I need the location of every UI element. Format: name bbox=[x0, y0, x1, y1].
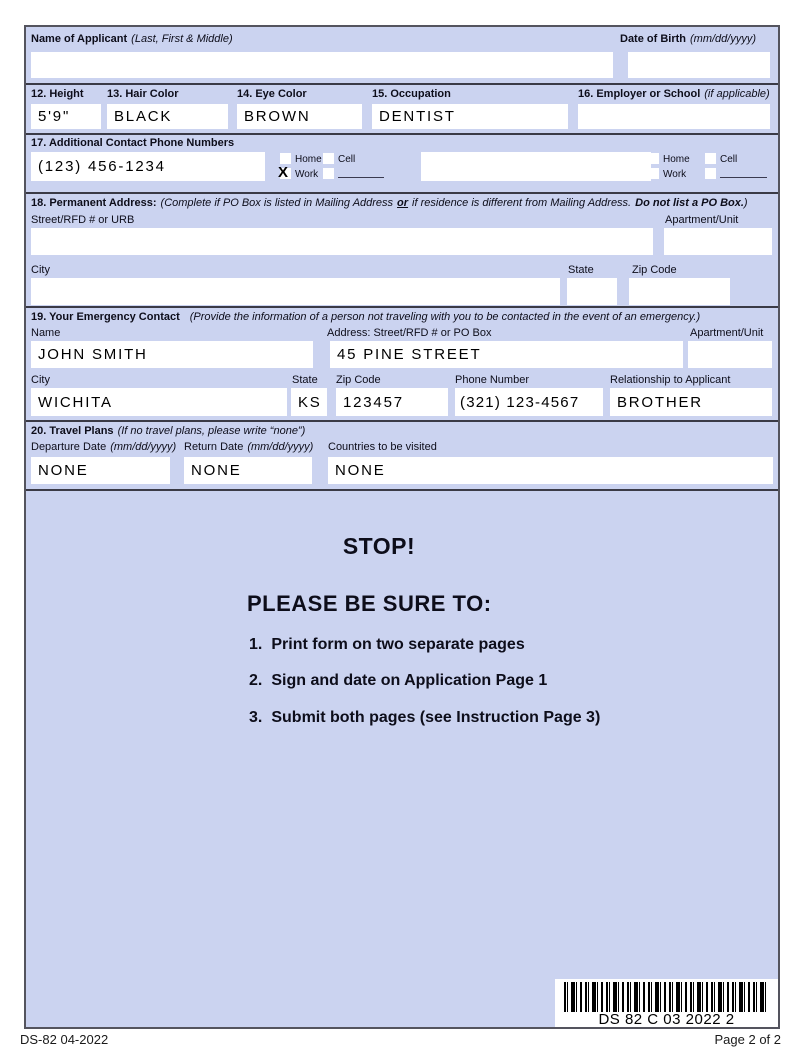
barcode-box bbox=[555, 979, 778, 1027]
checkbox-x-mark: X bbox=[278, 164, 289, 181]
form-number: DS-82 04-2022 bbox=[20, 1032, 109, 1047]
emergency-contact-header: 19. Your Emergency Contact (Provide the information of a person not traveling with you to be contacted in the event of an emergency.) bbox=[31, 311, 701, 323]
ec-address-label: Address: Street/RFD # or PO Box bbox=[327, 327, 492, 339]
travel-plans-header: 20. Travel Plans (If no travel plans, please write “none”) bbox=[31, 425, 306, 437]
ec-city-field[interactable]: WICHITA bbox=[31, 388, 287, 416]
phone2-work-label: Work bbox=[663, 169, 687, 180]
return-date-label: Return Date (mm/dd/yyyy) bbox=[184, 441, 314, 453]
divider bbox=[26, 489, 778, 491]
applicant-name-field[interactable] bbox=[31, 52, 613, 78]
employer-label: 16. Employer or School (if applicable) bbox=[578, 88, 770, 100]
phone2-home-label: Home bbox=[663, 154, 690, 165]
divider bbox=[26, 83, 778, 85]
departure-date-label: Departure Date (mm/dd/yyyy) bbox=[31, 441, 177, 453]
ec-relationship-label: Relationship to Applicant bbox=[610, 374, 731, 386]
divider bbox=[26, 133, 778, 135]
barcode-text: DS 82 C 03 2022 2 bbox=[598, 1011, 735, 1028]
ds82-form-page2 bbox=[24, 25, 780, 1029]
ec-zip-label: Zip Code bbox=[336, 374, 381, 386]
apartment-field[interactable] bbox=[664, 228, 772, 255]
stop-item-3: 3. Submit both pages (see Instruction Page 3) bbox=[249, 709, 601, 726]
stop-item-2: 2. Sign and date on Application Page 1 bbox=[249, 672, 548, 689]
occupation-field[interactable]: DENTIST bbox=[372, 104, 568, 129]
eye-color-field[interactable]: BROWN bbox=[237, 104, 362, 129]
height-field[interactable]: 5'9" bbox=[31, 104, 101, 129]
phone2-work-checkbox[interactable] bbox=[648, 168, 659, 179]
occupation-label: 15. Occupation bbox=[372, 88, 451, 100]
street-field[interactable] bbox=[31, 228, 653, 255]
departure-date-field[interactable]: NONE bbox=[31, 457, 170, 484]
height-label: 12. Height bbox=[31, 88, 84, 100]
divider bbox=[26, 420, 778, 422]
ec-name-label: Name bbox=[31, 327, 61, 339]
page-indicator: Page 2 of 2 bbox=[714, 1032, 781, 1047]
stop-item-1: 1. Print form on two separate pages bbox=[249, 636, 525, 653]
phone1-work-label: Work bbox=[295, 169, 319, 180]
phone2-cell-label: Cell bbox=[720, 154, 738, 165]
hair-color-field[interactable]: BLACK bbox=[107, 104, 228, 129]
phones-section-header: 17. Additional Contact Phone Numbers bbox=[31, 137, 235, 149]
phone1-home-checkbox[interactable] bbox=[280, 153, 291, 164]
countries-field[interactable]: NONE bbox=[328, 457, 773, 484]
ec-relationship-field[interactable]: BROTHER bbox=[610, 388, 772, 416]
phone1-cell-checkbox[interactable] bbox=[323, 153, 334, 164]
ec-state-field[interactable]: KS bbox=[291, 388, 327, 416]
phone2-field[interactable] bbox=[421, 152, 651, 181]
zip-field[interactable] bbox=[629, 278, 730, 305]
phone1-home-label: Home bbox=[295, 154, 322, 165]
zip-label: Zip Code bbox=[632, 264, 677, 276]
phone2-home-checkbox[interactable] bbox=[648, 153, 659, 164]
street-label: Street/RFD # or URB bbox=[31, 214, 135, 226]
phone1-other-line[interactable] bbox=[338, 167, 384, 178]
name-of-applicant-label: Name of Applicant (Last, First & Middle) bbox=[31, 33, 233, 45]
phone2-other-line[interactable] bbox=[720, 167, 767, 178]
barcode bbox=[564, 982, 769, 1012]
ec-phone-label: Phone Number bbox=[455, 374, 529, 386]
phone1-work-checkbox[interactable] bbox=[278, 164, 291, 181]
stop-subheading: PLEASE BE SURE TO: bbox=[247, 591, 492, 616]
date-of-birth-label: Date of Birth (mm/dd/yyyy) bbox=[620, 33, 756, 45]
city-label: City bbox=[31, 264, 50, 276]
stop-heading: STOP! bbox=[342, 533, 416, 559]
return-date-field[interactable]: NONE bbox=[184, 457, 312, 484]
phone2-cell-checkbox[interactable] bbox=[705, 153, 716, 164]
permanent-address-header: 18. Permanent Address: (Complete if PO Box is listed in Mailing Address or if residence is different from Mailing Address. Do not list a PO Box.) bbox=[31, 197, 748, 209]
ec-phone-field[interactable]: (321) 123-4567 bbox=[455, 388, 603, 416]
ec-address-field[interactable]: 45 PINE STREET bbox=[330, 341, 683, 368]
apartment-label: Apartment/Unit bbox=[665, 214, 739, 226]
ec-city-label: City bbox=[31, 374, 50, 386]
ec-name-field[interactable]: JOHN SMITH bbox=[31, 341, 313, 368]
phone1-other-checkbox[interactable] bbox=[323, 168, 334, 179]
ec-apartment-field[interactable] bbox=[688, 341, 772, 368]
ec-zip-field[interactable]: 123457 bbox=[336, 388, 448, 416]
divider bbox=[26, 192, 778, 194]
ec-apartment-label: Apartment/Unit bbox=[690, 327, 764, 339]
phone2-other-checkbox[interactable] bbox=[705, 168, 716, 179]
employer-field[interactable] bbox=[578, 104, 770, 129]
phone1-cell-label: Cell bbox=[338, 154, 356, 165]
city-field[interactable] bbox=[31, 278, 560, 305]
hair-color-label: 13. Hair Color bbox=[107, 88, 179, 100]
page-footer bbox=[20, 1032, 781, 1047]
countries-label: Countries to be visited bbox=[328, 441, 437, 453]
phone1-field[interactable]: (123) 456-1234 bbox=[31, 152, 265, 181]
state-field[interactable] bbox=[567, 278, 617, 305]
ec-state-label: State bbox=[292, 374, 318, 386]
eye-color-label: 14. Eye Color bbox=[237, 88, 307, 100]
state-label: State bbox=[568, 264, 594, 276]
divider bbox=[26, 306, 778, 308]
date-of-birth-field[interactable] bbox=[628, 52, 770, 78]
